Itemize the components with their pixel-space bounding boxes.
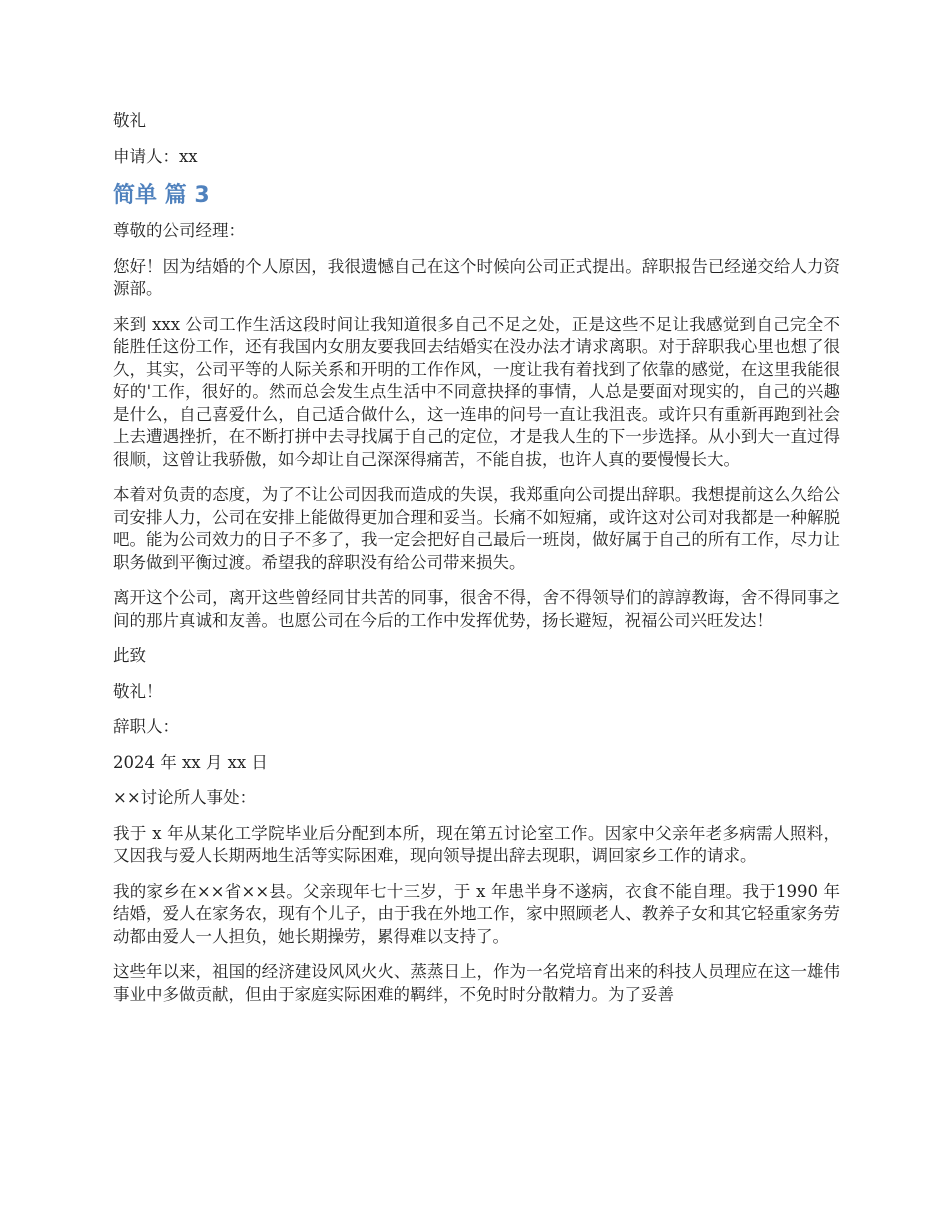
- closing-1: 此致: [113, 646, 146, 665]
- applicant-line: 申请人：xx: [113, 146, 198, 166]
- paragraph-4: 离开这个公司，离开这些曾经同甘共苦的同事，很舍不得，舍不得领导们的諄諄教诲，舍不得同事之间的那片真诚和友善。也愿公司在今后的工作中发挥优势，扬长避短，祝福公司兴旺发达！: [113, 588, 840, 630]
- document-page: [113, 110, 840, 1019]
- section-heading: 简单 篇 3: [113, 183, 210, 208]
- paragraph-1: 您好！因为结婚的个人原因，我很遗憾自己在这个时候向公司正式提出。辞职报告已经递交给人力资源部。: [113, 256, 840, 298]
- paragraph-7: 这些年以来，祖国的经济建设风风火火、蒸蒸日上，作为一名党培育出来的科技人员理应在这一雄伟事业中多做贡献，但由于家庭实际困难的羁绊，不免时时分散精力。为了妥善: [113, 962, 840, 1004]
- paragraph-6: 我的家乡在××省××县。父亲现年七十三岁，于 x 年患半身不遂病，衣食不能自理。我于1990 年结婚，爱人在家务农，现有个儿子，由于我在外地工作，家中照顾老人、教养子女和其它轻重家务劳动都由爱人一人担负，她长期操劳，累得难以支持了。: [113, 881, 840, 946]
- salutation-2: ××讨论所人事处：: [113, 788, 257, 807]
- closing-salute-top: 敬礼: [113, 111, 146, 130]
- closing-2: 敬礼！: [113, 681, 163, 701]
- paragraph-3: 本着对负责的态度，为了不让公司因我而造成的失误，我郑重向公司提出辞职。我想提前这么久给公司安排人力，公司在安排上能做得更加合理和妥当。长痛不如短痛，或许这对公司对我都是一种解脱吧。能为公司效力的日子不多了，我一定会把好自己最后一班岗，做好属于自己的所有工作，尽力让职务做到平衡过渡。希望我的辞职没有给公司带来损失。: [113, 485, 840, 572]
- salutation: 尊敬的公司经理：: [113, 221, 245, 240]
- paragraph-2: 来到 xxx 公司工作生活这段时间让我知道很多自己不足之处，正是这些不足让我感觉到自己完全不能胜任这份工作，还有我国内女朋友要我回去结婚实在没办法才请求离职。对于辞职我心里也想了很久，其实，公司平等的人际关系和开明的工作作风，一度让我有着找到了依靠的感觉，在这里我能很好的'工作，很好的。然而总会发生点生活中不同意抉择的事情，人总是要面对现实的，自己的兴趣是什么，自己喜爱什么，自己适合做什么，这一连串的问号一直让我沮丧。或许只有重新再跑到社会上去遭遇挫折，在不断打拼中去寻找属于自己的定位，才是我人生的下一步选择。从小到大一直过得很顺，这曾让我骄傲，如今却让自己深深得痛苦，不能自拔，也许人真的要慢慢长大。: [113, 314, 840, 469]
- paragraph-5: 我于 x 年从某化工学院毕业后分配到本所，现在第五讨论室工作。因家中父亲年老多病需人照料，又因我与爱人长期两地生活等实际困难，现向领导提出辞去现职，调回家乡工作的请求。: [113, 823, 840, 865]
- resigner-line: 辞职人：: [113, 717, 179, 736]
- date-line: 2024 年 xx 月 xx 日: [113, 752, 268, 772]
